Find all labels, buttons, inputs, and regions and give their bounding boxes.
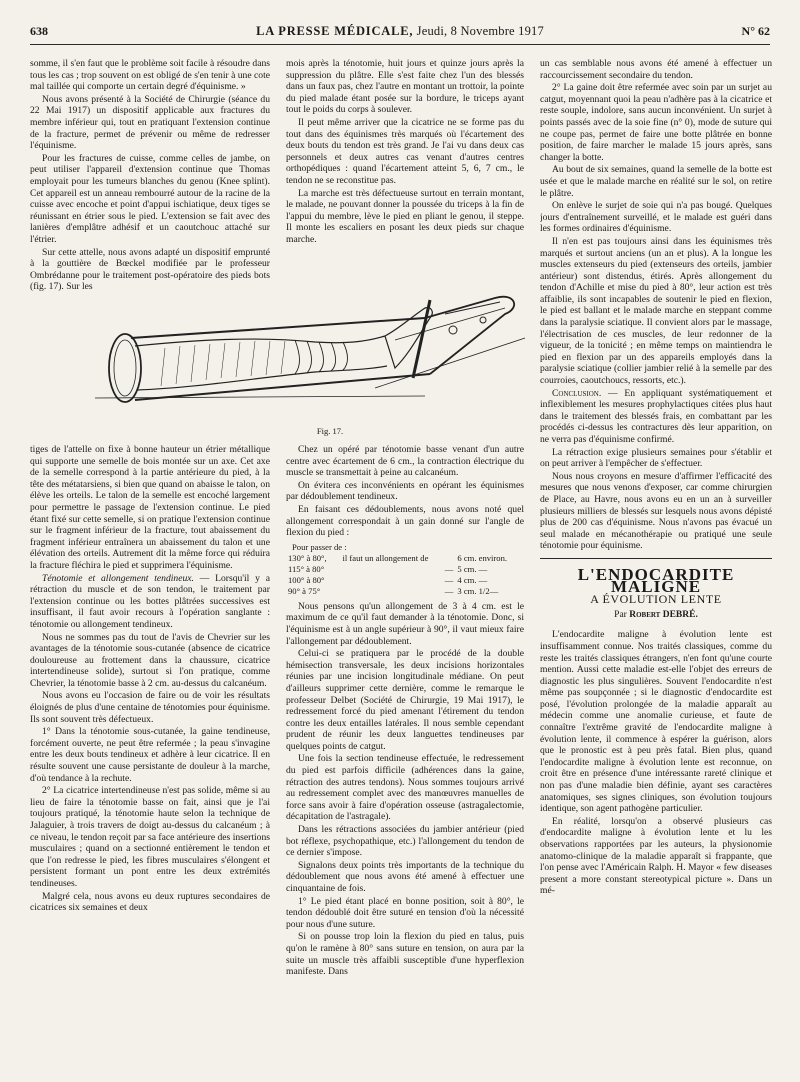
table-row: [286, 586, 524, 597]
column-2-top: [286, 58, 524, 276]
paragraph: La marche est très défectueuse surtout en terrain montant, le malade, ne pouvant donner la poussée du triceps à la fin de l'appui du membre, lève le pied en pliant le genou, il steppe. Il monte les escaliers en posant les deux pieds sur chaque marche.: [286, 187, 524, 245]
paragraph: L'endocardite maligne à évolution lente est insuffisamment connue. Nos traités classiques, comme du reste les traités classiques étrangers, n'en font qu'une courte mention. Aussi cette maladie est-elle l'objet des erreurs de diagnostic les plus singulières. Souvent l'endocardite n'est même pas soupçonnée ; si le diagnostic d'endocardite est posé, l'évolution prolongée de la maladie apparaît au médecin comme une anomalie curieuse, et faute de connaître l'extrême gravité de l'endocardite maligne à évolution lente, il commence à espérer la guérison, alors que le pronostic est à peu près fatal. Bien plus, quand l'endocardite maligne à évolution lente est reconnue, on croit être en présence d'une intéressante rareté clinique et non pas d'une maladie bien définie, ayant ses caractères anatomiques, ses signes cliniques, son évolution toujours identique, son agent pathogène particulier.: [540, 629, 772, 815]
paragraph: 2° La gaine doit être refermée avec soin par un surjet au catgut, moyennant quoi la peau n'adhère pas à la cicatrice et reste souple, indolore, sans aucun inconvénient. Un surjet à points passés avec de la soie fine (n° 0), mode de suture qui ne coupe pas, permet de faire une botte plâtrée en bonne position, de faire marcher le malade 15 jours après, sans changer la botte.: [540, 82, 772, 163]
paragraph: Nous avons eu l'occasion de faire ou de voir les résultats éloignés de plus d'une centaine de ténotomies pour équinisme. Ils sont souvent très défectueux.: [30, 690, 270, 725]
paragraph: tiges de l'attelle on fixe à bonne hauteur un étrier métallique qui supporte une semelle de bois montée sur un axe. Cet axe de la semelle correspond à la partie antérieure du pied, à la tête des métatarsiens, si bien que quand on abaisse le talon, on élève les orteils. Le talon de la semelle est encoché largement pour permettre le passage de l'extension continue. Le pied étant fixé sur cette semelle, si on pratique l'extension continue sur le fragment inférieur de la fracture, tout abaissement du fragment inférieur entraînera un abaissement du talon et une élévation des orteils. Autrement dit la même force qui réduira la fracture fléchira le pied et supprimera l'équinisme.: [30, 444, 270, 571]
column-2-bottom: [286, 444, 524, 1060]
author-name: Robert DEBRÉ.: [629, 609, 698, 620]
lengthening-table: [286, 542, 524, 597]
column-1-bottom: [30, 444, 270, 1060]
paragraph: Malgré cela, nous avons eu deux ruptures secondaires de cicatrices six semaines et deux: [30, 890, 270, 914]
publication-name: LA PRESSE MÉDICALE,: [256, 24, 414, 38]
table-cell: —: [444, 574, 454, 585]
table-cell: il faut un allongement de: [342, 552, 429, 563]
paragraph: Chez un opéré par ténotomie basse venant d'un autre centre avec écartement de 6 cm., la contraction électrique du muscle se transmettait à peine au calcanéum.: [286, 444, 524, 479]
subheading-paragraph: [30, 573, 270, 631]
paragraph: En réalité, lorsqu'on a observé plusieurs cas d'endocardite maligne à évolution lente et lu les observations rapportées par les auteurs, la physionomie anatomo-clinique de la maladie apparaît si frappante, que l'on pense avec l'Américain Ralph. H. Mayor « few diseases present a more constant stereotypical picture ». Dans un mé-: [540, 815, 772, 897]
conclusion-label: Conclusion.: [552, 387, 602, 399]
paragraph: mois après la ténotomie, huit jours et quinze jours après la suppression du plâtre. Elle s'est faite chez l'un des blessés dans un faux pas, chez l'autre en montant un trottoir, la pointe du pied malade étant posée sur la bordure, le triceps ayant tout le poids du corps à soulever.: [286, 58, 524, 116]
article-title: L'ENDOCARDITE MALIGNE: [577, 564, 735, 596]
column-3: [540, 58, 772, 1058]
table-cell: —: [444, 563, 454, 574]
table-heading: Pour passer de :: [292, 541, 347, 552]
paragraph-text: — En appliquant systématiquement et inflexiblement les mesures prophylactiques citées plus haut dans le traitement des blessés frais, en combattant par les procédés ci-dessus les contractures dès leur apparition, on ne verra pas d'équinisme confirmé.: [540, 387, 772, 445]
table-cell: 100° à 80°: [288, 574, 325, 585]
paragraph: Sur cette attelle, nous avons adapté un dispositif emprunté à la gouttière de Bœckel modifiée par le professeur Ombrédanne pour le traitement post-opératoire des pieds bots (fig. 17). Sur les: [30, 246, 270, 293]
running-title: [30, 24, 770, 39]
header-rule: [30, 44, 770, 45]
paragraph: un cas semblable nous avons été amené à effectuer un raccourcissement secondaire du tendon.: [540, 58, 772, 81]
page-number: 638: [30, 24, 48, 38]
issue-number: N° 62: [741, 24, 770, 38]
paragraph: 1° Le pied étant placé en bonne position, soit à 80°, le tendon dédoublé doit être suturé en tension d'où la nécessité pour nous d'une suture.: [286, 895, 524, 930]
article-author: [540, 610, 772, 622]
table-cell: 130° à 80°,: [288, 552, 327, 563]
paragraph: Pour les fractures de cuisse, comme celles de jambe, on peut utiliser l'appareil d'extension continue que Thomas employait pour les tumeurs blanches du genou (Knee splint). Cet appareil est un anneau rembourré autour de la racine de la cuisse avec encoche et point d'appui ischiatique, deux tiges se réunissant en étrier sous le pied. L'extension se fait avec des lanières d'emplâtre adhésif et un caoutchouc attaché sur l'étrier.: [30, 152, 270, 245]
article-separator: [540, 558, 772, 559]
table-cell: 115° à 80°: [288, 563, 325, 574]
paragraph: Si on pousse trop loin la flexion du pied en talus, puis qu'on le ramène à 80° sans suture en tension, on aura par la suite un muscle très affaibli susceptible d'une hyperflexion manifeste. Dans: [286, 931, 524, 978]
issue-date: Jeudi, 8 Novembre 1917: [416, 24, 544, 38]
table-cell: —: [444, 585, 454, 596]
paragraph: Nous ne sommes pas du tout de l'avis de Chevrier sur les avantages de la ténotomie sous-cutanée (absence de cicatrice douloureuse au frottement dans la chaussure, cicatrice intertendineuse solide), surtout si l'on pratique, comme Chevrier, la ténotomie basse à 2 cm. au-dessus du calcanéum.: [30, 631, 270, 689]
table-row: [286, 575, 524, 586]
paragraph: Il peut même arriver que la cicatrice ne se forme pas du tout dans des équinismes très marqués où l'écartement des deux bouts du tendon est très grand. Je l'ai vu dans deux cas personnels et deux autres cas venant d'autres centres orthopédiques : quand l'écartement atteint 5, 6, 7 cm., le tendon ne se reconstitue pas.: [286, 116, 524, 186]
paragraph: Au bout de six semaines, quand la semelle de la botte est usée et que le malade marche en réalité sur le sol, on retire le plâtre.: [540, 164, 772, 199]
table-row: [286, 564, 524, 575]
article-subtitle: A ÉVOLUTION LENTE: [590, 592, 722, 607]
paragraph: On évitera ces inconvénients en opérant les équinismes par dédoublement tendineux.: [286, 479, 524, 503]
table-cell: 90° à 75°: [288, 585, 321, 596]
paragraph: Il n'en est pas toujours ainsi dans les équinismes très marqués et surtout anciens (un an et plus). A la longue les muscles extenseurs du pied (extenseurs des orteils, jambier antérieur) sont distendus, étirés. Après allongement du tendon d'Achille et mise du pied à 80°, leur action est très affaiblie, ils sont incapables de soutenir le pied en flexion, le pied est ballant et le malade marche en steppant comme dans la paralysie sciatique. Il convient alors par le massage, l'électrisation de ces muscles, de leur redonner de la vigueur, de la tonicité ; en même temps on maintiendra le pied en flexion par un des appareils employés dans la paralysie sciatique (collier jambier relié à la semelle par des courroies, caoutchoucs, ressorts, etc.).: [540, 235, 772, 387]
paragraph: Celui-ci se pratiquera par le procédé de la double hémisection transversale, les deux incisions horizontales réunies par une incision longitudinale médiane. On peut d'ailleurs supprimer cette dernière, comme le remarque le professeur Delbet (Société de Chirurgie, 19 Mai 1917), le redressement forcé du pied amenant l'étirement du tendon contre les deux entailles latérales. Il nous semble cependant prudent de réunir les deux languettes tendineuses par quelques points de catgut.: [286, 648, 524, 752]
conclusion-paragraph: [540, 388, 772, 446]
table-cell: 5 cm. —: [457, 563, 488, 574]
paragraph: Nous nous croyons en mesure d'affirmer l'efficacité des mesures que nous venons d'exposer, car comme chirurgien de Place, au Havre, nous avons eu en un an à surveiller plusieurs milliers de blessés sur lesquels nous avons dépisté plus de 200 cas d'équinisme. Nous n'avons pas évacué un seul malade en mécanothérapie ou pratiqué une seule ténotomie pour équinisme.: [540, 470, 772, 552]
paragraph: Dans les rétractions associées du jambier antérieur (pied bot réflexe, psychopathique, etc.) l'allongement du tendon de ce dernier s'impose.: [286, 824, 524, 859]
paragraph: On enlève le surjet de soie qui n'a pas bougé. Quelques jours d'entraînement surveillé, et le malade est guéri dans les formes ordinaires d'équinisme.: [540, 200, 772, 235]
table-row: [286, 553, 524, 564]
figure-caption: Fig. 17.: [316, 426, 344, 436]
paragraph: Nous avons présenté à la Société de Chirurgie (séance du 22 Mai 1917) un dispositif applicable aux fractures du membre inférieur qui, tout en pratiquant l'extension continue de la fracture, permet de prévenir ou même de redresser l'équinisme.: [30, 93, 270, 152]
paragraph: somme, il s'en faut que le problème soit facile à résoudre dans tous les cas ; trop souvent on est obligé de s'en tenir à une cote mal taillée qui comporte un certain degré d'équinisme. »: [30, 58, 270, 93]
figure-17-splint-illustration: [95, 278, 527, 424]
table-cell: 3 cm. 1/2—: [457, 585, 499, 596]
paragraph-text: — Lorsqu'il y a rétraction du muscle et de son tendon, le traitement par l'extension continue ou les bottes plâtrées successives est insuffisant, il faut avoir recours à l'opération sanglante : ténotomie ou allongement tendineux.: [30, 572, 270, 630]
table-cell: 4 cm. —: [457, 574, 488, 585]
paragraph: Nous pensons qu'un allongement de 3 à 4 cm. est le maximum de ce qu'il faut demander à la ténotomie. Donc, si l'équinisme est à un angle supérieur à 90°, il vaut mieux faire l'allongement par dédoublement.: [286, 600, 524, 647]
paragraph: Signalons deux points très importants de la technique du dédoublement que nous avons été amené à effectuer une cinquantaine de fois.: [286, 859, 524, 894]
section-subheading: Ténotomie et allongement tendineux.: [42, 572, 194, 584]
paragraph: En faisant ces dédoublements, nous avons noté quel allongement correspondait à un gain donné sur l'angle de flexion du pied :: [286, 503, 524, 539]
paragraph: La rétraction exige plusieurs semaines pour s'établir et on peut arriver à l'empêcher de s'effectuer.: [540, 446, 772, 470]
paragraph: 2° La cicatrice intertendineuse n'est pas solide, même si au lieu de faire la ténotomie basse on fait, ainsi que je l'ai toujours pratiqué, la ténotomie haute selon la technique de Jalaguier, à trois travers de doigt au-dessus du calcanéum ; à ce niveau, le tendon reçoit par sa face antérieure des insertions musculaires ; quand on a sectionné entièrement le tendon et que l'on redresse le pied, les fibres musculaires s'élongent et persistent formant un pont entre les deux extrémités tendineuses.: [30, 785, 270, 889]
paragraph: 1° Dans la ténotomie sous-cutanée, la gaine tendineuse, forcément ouverte, ne peut être refermée ; la peau s'invagine entre les deux bouts tendineux et adhère à leur cicatrice. Il en résulte souvent une cause persistante de douleur à la marche, d'où tendance à la rechute.: [30, 726, 270, 784]
page-header: [30, 24, 770, 42]
paragraph: Une fois la section tendineuse effectuée, le redressement du pied est parfois difficile (adhérences dans la gaine, rétraction des autres tendons). Nous sommes toujours arrivé au redressement complet avec des manœuvres manuelles de force sans avoir à faire d'opération osseuse (astragalectomie, décapitation de l'astragale).: [286, 753, 524, 823]
author-prefix: Par: [614, 609, 627, 620]
table-cell: 6 cm. environ.: [457, 552, 508, 563]
